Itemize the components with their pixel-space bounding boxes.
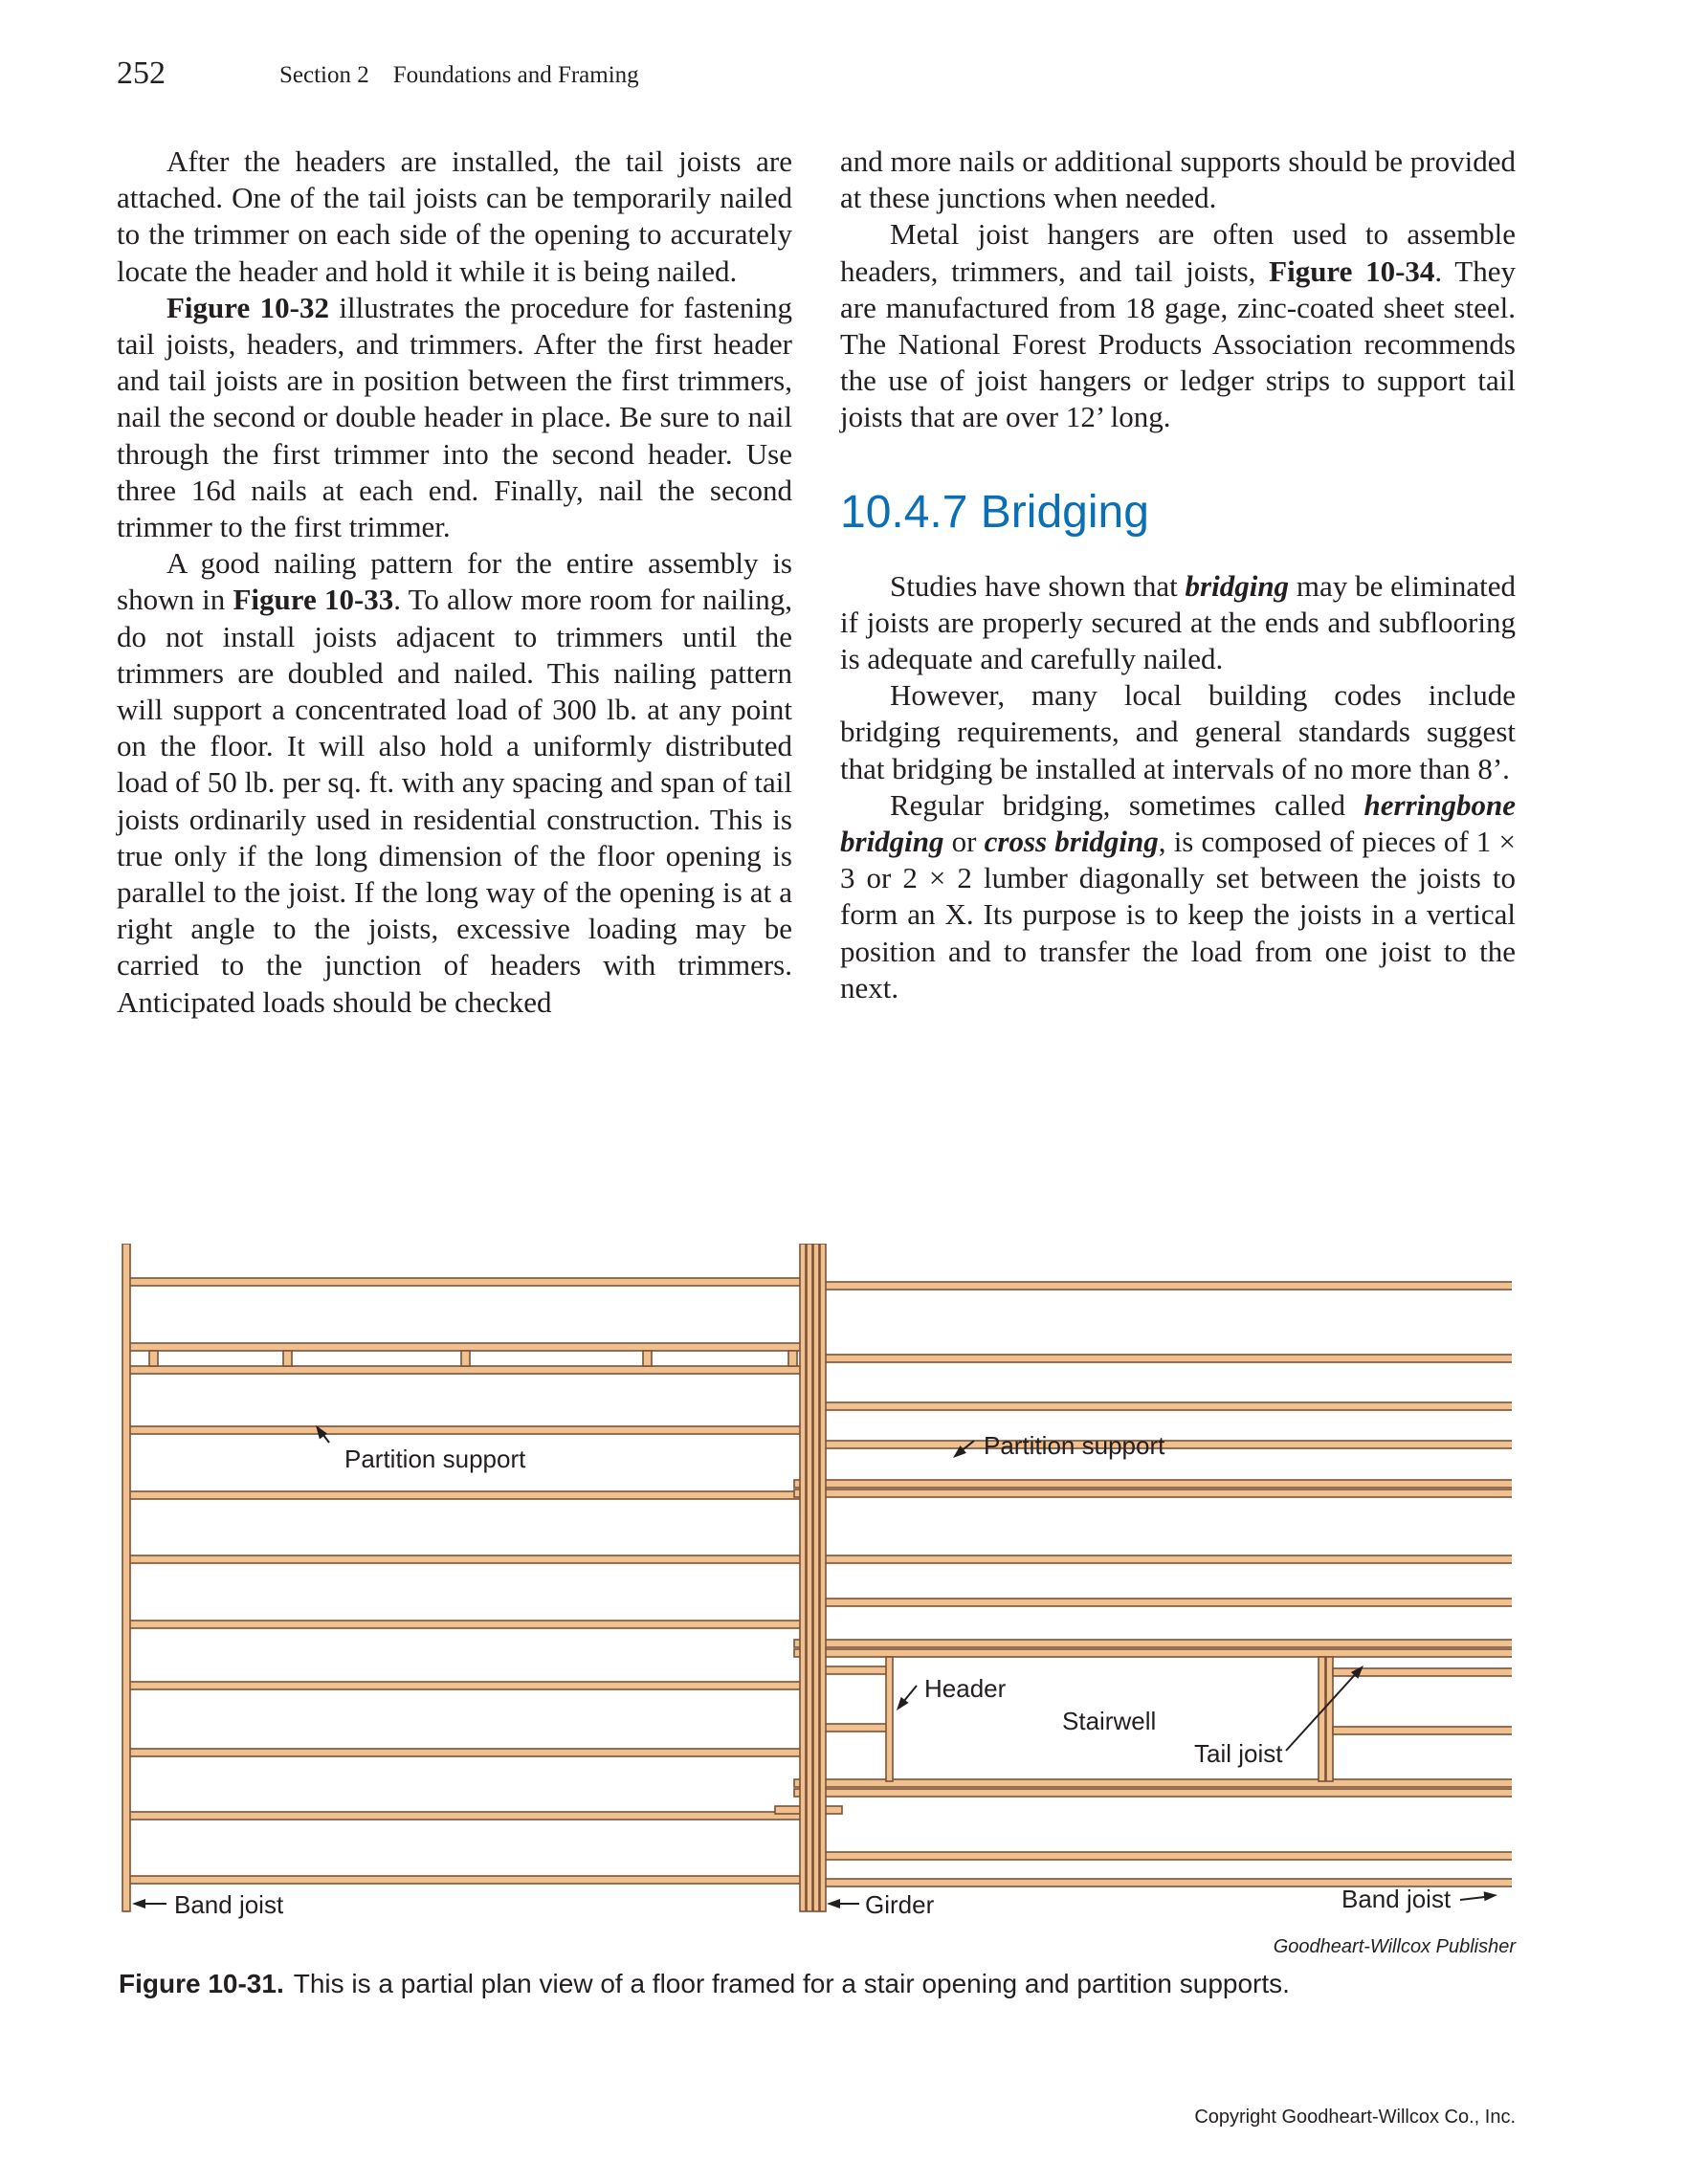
right-column (840, 143, 1516, 1006)
label-tail-joist: Tail joist (1194, 1739, 1283, 1768)
joist (825, 1852, 1512, 1860)
header-joist (794, 1640, 1512, 1647)
arrowhead-band-joist-left (132, 1899, 145, 1908)
joist (825, 1282, 1512, 1290)
paragraph-text: may be eliminated if joists are properly secured at the ends and subflooring is adequate and carefully nailed. (840, 568, 1516, 676)
joist (825, 1441, 1512, 1448)
joist (128, 1876, 825, 1884)
key-term: herringbone bridging (840, 787, 1516, 859)
paragraph-text: . To allow more room for nailing, do not install joists adjacent to trimmers until the trimmers are doubled and nailed. This nailing pattern will support a concentrated load of 300 lb. at any point on the floor. It will also hold a uniformly distributed load of 50 lb. per sq. ft. with any spacing and span of tail joists ordinarily used in residential construction. This is true only if the long dimension of the floor opening is parallel to the joist. If the long way of the opening is at a right angle to the joists, excessive loading may be carried to the junction of headers with trimmers. Anticipated loads should be checked (117, 583, 792, 1019)
paragraph-text: Metal joist hangers are often used to assemble headers, trimmers, and tail joists, (840, 217, 1516, 288)
running-head: Section 2 Foundations and Framing (279, 62, 639, 88)
joist (128, 1366, 825, 1374)
figure-credit: Goodheart-Willcox Publisher (1273, 1936, 1516, 1957)
girder-ply (813, 1244, 819, 1911)
paragraph-text: Regular bridging, sometimes called (890, 787, 1364, 822)
partition-joist (794, 1480, 1512, 1488)
caption-label: Figure 10-31. (119, 1969, 284, 1998)
label-partition-support-left: Partition support (344, 1445, 526, 1473)
label-partition-support-right: Partition support (984, 1431, 1165, 1460)
figure-reference: Figure 10-34 (1269, 254, 1435, 288)
tail-joist (825, 1666, 892, 1674)
partition-joist (794, 1489, 1512, 1497)
label-header: Header (924, 1674, 1007, 1703)
paragraph (840, 216, 1516, 435)
section-heading: 10.4.7 Bridging (840, 486, 1149, 538)
girder-ply (800, 1244, 806, 1911)
framing-plan-drawing (115, 1244, 1512, 1942)
joist (128, 1343, 825, 1351)
paragraph: After the headers are installed, the tail joists are attached. One of the tail joists can be temporarily nailed to the trimmer on each side of the opening to accurately locate the header and hold it while it is being nailed. (117, 144, 792, 288)
joist (128, 1621, 825, 1628)
joist (825, 1555, 1512, 1563)
girder-ply (820, 1244, 826, 1911)
paragraph-text: , is composed of pieces of 1 × 3 or 2 × 2 lumber diagonally set between the joists to form an X. Its purpose is to keep the joists in a vertical position and to transfer the load from one joist to the next. (840, 825, 1517, 1004)
band-joist (122, 1244, 130, 1911)
paragraph-text: . They are manufactured from 18 gage, zinc-coated sheet steel. The National Forest Products Association recommends the use of joist hangers or ledger strips to support tail joists that are over 12’ long. (840, 254, 1516, 434)
caption-text: This is a partial plan view of a floor framed for a stair opening and partition supports. (293, 1969, 1290, 1998)
key-term: cross bridging (984, 825, 1159, 859)
key-term: bridging (1185, 568, 1290, 603)
header-joist (794, 1649, 1512, 1657)
arrowhead-band-joist-right (1484, 1891, 1497, 1901)
blocking (643, 1351, 652, 1366)
joist (128, 1426, 825, 1434)
paragraph (117, 545, 792, 1021)
blocking (461, 1351, 470, 1366)
page-number: 252 (117, 55, 166, 91)
arrowhead-girder (827, 1899, 840, 1908)
joist (128, 1749, 825, 1756)
joist (128, 1555, 825, 1563)
paragraph (840, 568, 1516, 678)
copyright-notice: Copyright Goodheart-Willcox Co., Inc. (1194, 2107, 1516, 2128)
paragraph: and more nails or additional supports should be provided at these junctions when needed. (840, 144, 1516, 215)
figure-caption (119, 1967, 1535, 2001)
joist (825, 1355, 1512, 1362)
paragraph-text: Studies have shown that (890, 568, 1186, 603)
joist (128, 1491, 825, 1499)
tail-joist (825, 1724, 892, 1732)
trimmer (1319, 1657, 1325, 1781)
header-joist (794, 1779, 1512, 1787)
tail-joist (1333, 1727, 1512, 1734)
paragraph: However, many local building codes include bridging requirements, and general standards suggest that bridging be installed at intervals of no more than 8’. (840, 678, 1516, 785)
joist (128, 1682, 825, 1689)
blocking (149, 1351, 158, 1366)
trimmer (1326, 1657, 1333, 1781)
label-band-joist-right: Band joist (1341, 1885, 1452, 1913)
joist (825, 1402, 1512, 1410)
blocking (283, 1351, 292, 1366)
paragraph (840, 787, 1516, 1006)
label-stairwell: Stairwell (1062, 1707, 1157, 1735)
header-joist (794, 1789, 1512, 1797)
label-band-joist-left: Band joist (174, 1890, 284, 1919)
blocking (788, 1351, 797, 1366)
paragraph (117, 290, 792, 545)
paragraph-text: or (943, 825, 985, 859)
joist (128, 1812, 825, 1820)
trimmer (886, 1657, 893, 1781)
label-girder: Girder (865, 1890, 935, 1919)
figure-reference: Figure 10-32 (166, 290, 329, 324)
joist (825, 1599, 1512, 1606)
paragraph-text: A good nailing pattern for the entire assembly is shown in (117, 546, 792, 617)
figure-reference: Figure 10-33 (233, 583, 394, 617)
left-column (117, 143, 792, 1021)
joist (128, 1278, 825, 1286)
floor-framing-figure (115, 1244, 1512, 1942)
paragraph-text: illustrates the procedure for fastening tail joists, headers, and trimmers. After the first header and tail joists are in position between the first trimmers, nail the second or double header in place. Be sure to nail through the first trimmer into the second header. Use three 16d nails at each end. Finally, nail the second trimmer to the first trimmer. (117, 290, 793, 544)
girder-ply (807, 1244, 812, 1911)
